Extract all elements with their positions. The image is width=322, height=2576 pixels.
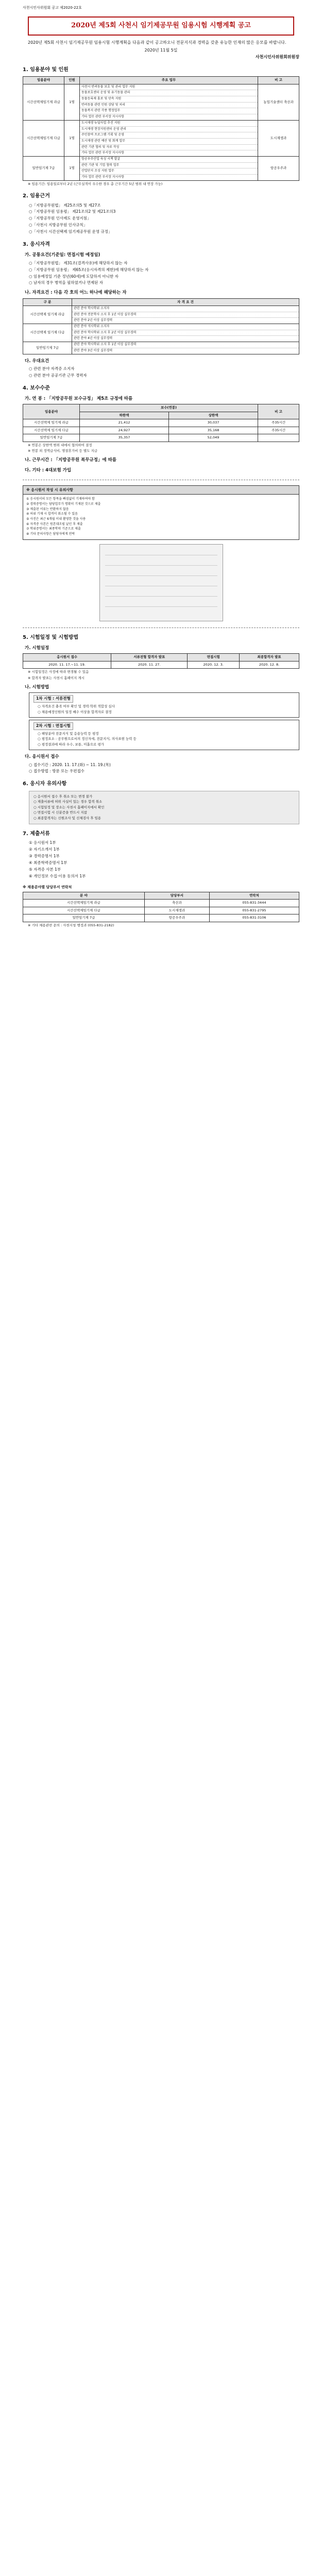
qualification-item: 관련 분야 4년 이상 실무경력	[74, 336, 113, 341]
salary-note-line: ※ 연봉 외 정액급식비, 명절휴가비 등 별도 지급	[28, 448, 97, 453]
salary-high: 30,037	[169, 419, 258, 427]
document-item: ⑤ 자격증 사본 1부	[29, 867, 61, 872]
qualification-item: 관련 분야 3년 이상 실무경력	[74, 348, 113, 352]
salary-high: 35,168	[169, 427, 258, 434]
col-header-count: 인원	[64, 77, 80, 84]
salary-table	[23, 404, 299, 442]
exam-step-line: ○ 채용예정인원의 일정 배수 이상을 합격자로 결정	[38, 709, 112, 714]
salary-note	[258, 434, 299, 442]
notice-item: ⑤ 사진은 최근 6개월 이내 촬영한 것을 사용	[26, 517, 86, 521]
position-count: 1명	[64, 120, 80, 156]
col-header-apply: 응시원서 접수	[23, 654, 111, 661]
legal-basis-item: ○「지방공무원 임용령」 제21조의2 및 제21조의3	[29, 209, 116, 214]
legal-basis-item: ○「사천시 지방공무원 인사규칙」	[29, 223, 88, 228]
announcement-number: 사천시인사위원회 공고 제2020-22호	[23, 6, 82, 10]
position-note: 도시재생과	[258, 120, 299, 156]
schedule-apply: 2020. 11. 17.~11. 19.	[23, 661, 111, 668]
col-header-note: 비 고	[258, 77, 299, 84]
salary-field: 시간선택제 임기제 라급	[23, 419, 80, 427]
exam-step-line: ○ 평정결과에 따라 우수, 보통, 미흡으로 평가	[38, 742, 104, 747]
col-header-field: 임용분야	[23, 404, 80, 419]
qualification-item: 관련 분야 2년 이상 실무경력	[74, 318, 113, 323]
contact-dept: 항공우주과	[144, 914, 209, 922]
col-header-tel: 연락처	[209, 892, 299, 899]
contact-field: 일반임기제 7급	[23, 914, 145, 922]
section-2-title: 2. 임용근거	[23, 193, 50, 199]
caution-item: ○ 면접시험 시 신분증을 반드시 지참	[33, 810, 87, 815]
other-benefits-title: 다. 기타 : 4대보험 가입	[25, 467, 72, 473]
legal-basis-item: ○「지방공무원 인사제도 운영지침」	[29, 216, 91, 221]
caution-box	[29, 791, 299, 824]
duty-item: 도시재생 현장지원센터 운영 관리	[80, 127, 258, 133]
caution-item: ○ 제출서류에 허위 사실이 있는 경우 합격 취소	[33, 800, 103, 804]
notice-item: ⑧ 기타 문의사항은 담당자에게 연락	[26, 532, 75, 536]
exam-step-line: ○ 평정요소 : 공무원으로서의 정신자세, 전문지식, 의사표현 능력 등	[38, 737, 137, 741]
qualification-item: 관련 분야 석사학위 소지자	[72, 324, 299, 330]
duty-item: 기타 업무 관련 부서장 지시사항	[81, 151, 124, 155]
schedule-title: 가. 시험일정	[25, 646, 49, 651]
col-header-kind: 구 분	[23, 298, 72, 306]
table-row	[23, 419, 299, 427]
qualification-item: 관련 분야 전문학사 소지 후 1년 이상 실무경력	[72, 312, 299, 318]
application-notice-box	[23, 485, 299, 540]
duty-item: 기타 업무 관련 부서장 지시사항	[81, 175, 124, 179]
preference-item: ○ 관련 분야 자격증 소지자	[29, 366, 75, 371]
announcement-date: 2020년 11월 5일	[144, 47, 178, 53]
section-5-title: 5. 시험일정 및 시험방법	[23, 634, 79, 640]
qualification-reqs	[72, 306, 299, 324]
intro-text: 2020년 제5회 사천시 임기제공무원 임용시험 시행계획을 다음과 같이 공고하오니 전문지식과 경력을 갖춘 유능한 인재의 많은 응모를 바랍니다.	[28, 40, 286, 45]
exam-step-2-title: 2차 시험 : 면접시험	[33, 722, 73, 730]
col-header-high: 상한액	[169, 412, 258, 419]
requirement-item: ○「지방공무원법」 제31조(결격사유)에 해당하지 않는 자	[29, 260, 128, 265]
qualification-item: 관련 분야 학사학위 소지 후 2년 이상 실무경력	[72, 330, 299, 336]
schedule-final-result: 2020. 12. 8.	[240, 661, 299, 668]
caution-item: ○ 시험일정 및 장소는 사천시 홈페이지에서 확인	[33, 805, 105, 809]
section-1-footnote: ※ 임용기간: 임용일로부터 2년 (근무실적이 우수한 경우 총 근무기간 5년 범위 내 연장 가능)	[28, 181, 163, 186]
salary-field: 일반임기제 7급	[23, 434, 80, 442]
salary-note: 주35시간	[258, 427, 299, 434]
qualification-item: 관련 분야 학사학위 소지자	[72, 306, 299, 312]
section-6-title: 6. 응시자 유의사항	[23, 781, 67, 787]
preference-title: 다. 우대요건	[25, 358, 49, 364]
qualification-reqs	[72, 342, 299, 354]
contact-field: 시간선택제임기제 다급	[23, 907, 145, 914]
col-header-final-result: 최종합격자 발표	[240, 654, 299, 661]
col-header-doc-result: 서류전형 합격자 발표	[111, 654, 188, 661]
col-header-reqs: 자 격 요 건	[72, 298, 299, 306]
requirement-item: ○ 임용예정일 기준 정년(60세)에 도달하지 아니한 자	[29, 274, 118, 279]
duty-item: 관련 기관 협의 및 자료 작성	[80, 145, 258, 151]
qualification-kind: 일반임기제 7급	[23, 342, 72, 354]
exam-step-1	[29, 692, 299, 718]
col-header-salary: 보수(연봉)	[80, 404, 258, 412]
table-row	[23, 324, 299, 342]
legal-basis-item: ○「사천시 시간선택제 임기제공무원 운영 규정」	[29, 229, 112, 234]
exam-step-line: ○ 자격요건 충족 여부 확인 및 경력·학위 적합성 심사	[38, 704, 115, 709]
salary-title: 가. 연 봉 : 「지방공무원 보수규정」 제5조 규정에 따름	[25, 396, 133, 402]
notice-item: ④ 허위 기재 시 합격이 취소될 수 있음	[26, 512, 78, 516]
section-7-title: 7. 제출서류	[23, 831, 50, 837]
notice-item: ⑦ 학위증명서는 최종학력 기준으로 제출	[26, 527, 81, 531]
qualification-kind: 시간선택제 임기제 다급	[23, 324, 72, 342]
announcement-page	[0, 0, 322, 950]
position-duties	[80, 120, 258, 156]
duty-item: 반려동물 관련 민원 상담 및 처리	[80, 103, 258, 109]
section-1-title: 1. 임용분야 및 인원	[23, 66, 69, 73]
contact-table	[23, 892, 299, 922]
schedule-note: ※ 시험일정은 사정에 따라 변경될 수 있음	[28, 670, 89, 674]
document-item: ② 자기소개서 1부	[29, 847, 60, 852]
table-row	[23, 306, 299, 324]
salary-low: 21,412	[80, 419, 169, 427]
position-note: 농업기술센터 축산과	[258, 84, 299, 120]
document-item: ⑥ 개인정보 수집·이용 동의서 1부	[29, 873, 86, 878]
table-row	[23, 156, 299, 180]
exam-step-1-title: 1차 시험 : 서류전형	[33, 695, 73, 703]
notice-item: ① 응시원서의 모든 항목을 빠짐없이 기재하여야 함	[26, 497, 95, 501]
positions-table	[23, 76, 299, 180]
duty-item: 동물복지 관련 각종 행정업무	[80, 108, 258, 114]
table-row	[23, 914, 299, 922]
schedule-interview: 2020. 12. 3.	[188, 661, 240, 668]
salary-note-line: ※ 연봉은 상한액 범위 내에서 협의하여 결정	[28, 443, 92, 447]
legal-basis-item: ○「지방공무원법」 제25조의5 및 제27조	[29, 202, 101, 208]
contact-dept: 축산과	[144, 900, 209, 907]
table-row	[23, 427, 299, 434]
contact-field: 시간선택제임기제 라급	[23, 900, 145, 907]
col-header-low: 하한액	[80, 412, 169, 419]
caution-item: ○ 최종합격자는 신원조사 및 신체검사 후 임용	[33, 816, 101, 820]
exam-method-title: 나. 시험방법	[25, 685, 49, 690]
table-row	[23, 900, 299, 907]
duty-item: 사천시 반려동물 보호 및 관리 업무 지원	[80, 84, 258, 91]
duty-item: 도시재생 뉴딜사업 추진 지원	[80, 121, 258, 127]
contact-tel: 055-831-3444	[209, 900, 299, 907]
schedule-doc-result: 2020. 11. 27.	[111, 661, 188, 668]
exam-step-line: ○ 해당분야 전문지식 및 응용능력 등 평정	[38, 732, 99, 736]
table-row	[23, 661, 299, 668]
duty-item: 산업단지 조성 지원 업무	[80, 168, 258, 175]
document-item: ① 응시원서 1부	[29, 840, 56, 845]
salary-low: 24,927	[80, 427, 169, 434]
table-row	[23, 907, 299, 914]
contact-title: ※ 채용분야별 담당부서 연락처	[23, 885, 72, 889]
table-row	[23, 434, 299, 442]
application-item: ○ 접수방법 : 방문 또는 우편접수	[29, 769, 84, 774]
notice-item: ⑥ 자격증 사본은 원본대조필 날인 후 제출	[26, 522, 83, 526]
document-item: ③ 경력증명서 1부	[29, 854, 60, 859]
schedule-table	[23, 653, 299, 669]
duty-item: 도시재생 관련 예산 및 회계 업무	[80, 139, 258, 145]
position-field: 일반임기제 7급	[23, 156, 64, 180]
application-notice-title: ※ 응시원서 작성 시 유의사항	[23, 486, 299, 495]
position-field: 시간선택제임기제 다급	[23, 120, 64, 156]
work-hours-title: 나. 근무시간 : 「지방공무원 복무규정」에 따름	[25, 457, 117, 463]
common-requirements-title: 가. 공통요건(기준일: 면접시험 예정일)	[25, 252, 100, 258]
position-field: 시간선택제임기제 라급	[23, 84, 64, 120]
qualification-kind: 시간선택제 임기제 라급	[23, 306, 72, 324]
contact-tel: 055-831-2795	[209, 907, 299, 914]
col-header-duties: 주요 업무	[80, 77, 258, 84]
salary-high: 52,049	[169, 434, 258, 442]
table-row	[23, 84, 299, 120]
position-duties	[80, 84, 258, 120]
duty-item: 동물등록제 홍보 및 단속 지원	[80, 96, 258, 103]
qualification-item: 관련 분야 학사학위 소지 후 1년 이상 실무경력	[72, 342, 299, 348]
position-count: 1명	[64, 84, 80, 120]
contact-tel: 055-831-3106	[209, 914, 299, 922]
document-item: ④ 최종학력증명서 1부	[29, 860, 67, 866]
table-row	[23, 342, 299, 354]
contact-dept: 도시재생과	[144, 907, 209, 914]
position-note: 항공우주과	[258, 156, 299, 180]
salary-low: 35,357	[80, 434, 169, 442]
exam-step-2	[29, 720, 299, 750]
announcement-title: 2020년 제5회 사천시 임기제공무원 임용시험 시행계획 공고	[28, 16, 294, 36]
notice-item: ② 경력증명서는 담당업무가 명확히 기재된 것으로 제출	[26, 502, 101, 506]
qualification-title: 나. 자격요건 : 다음 각 호의 어느 하나에 해당하는 자	[25, 290, 127, 296]
col-header-note: 비 고	[258, 404, 299, 419]
contact-note: ※ 기타 채용관련 문의 : 사천시청 행정과 (055-831-2182)	[28, 923, 114, 927]
col-header-field: 분 야	[23, 892, 145, 899]
preference-item: ○ 관련 분야 공공기관 근무 경력자	[29, 372, 87, 378]
duty-item: 동물보호센터 운영 및 유기동물 관리	[80, 90, 258, 96]
col-header-interview: 면접시험	[188, 654, 240, 661]
application-item: ○ 접수기간 : 2020. 11. 17.(화) ~ 11. 19.(목)	[29, 762, 111, 767]
salary-field: 시간선택제 임기제 다급	[23, 427, 80, 434]
section-4-title: 4. 보수수준	[23, 385, 50, 391]
requirement-item: ○ 남자의 경우 병역을 필하였거나 면제된 자	[29, 280, 104, 285]
table-row	[23, 120, 299, 156]
col-header-dept: 담당부서	[144, 892, 209, 899]
position-count: 1명	[64, 156, 80, 180]
duty-item: 관련 기관 및 기업 협력 업무	[80, 163, 258, 169]
notice-item: ③ 제출된 서류는 반환하지 않음	[26, 507, 69, 511]
schedule-note: ※ 합격자 발표는 사천시 홈페이지 게시	[28, 675, 84, 680]
requirement-item: ○「지방공무원 임용령」 제65조(응시자격의 제한)에 해당하지 않는 자	[29, 267, 149, 272]
duty-item: 기타 업무 관련 부서장 지시사항	[81, 115, 124, 119]
caution-item: ○ 응시원서 접수 후 취소 또는 변경 불가	[33, 794, 93, 799]
form-sample-image	[99, 544, 223, 621]
col-header-field: 임용분야	[23, 77, 64, 84]
position-duties	[80, 156, 258, 180]
qualification-reqs	[72, 324, 299, 342]
application-title: 다. 응시원서 접수	[25, 754, 59, 760]
duty-item: 항공우주산업 육성 시책 발굴	[80, 157, 258, 163]
section-3-title: 3. 응시자격	[23, 241, 50, 247]
salary-note: 주35시간	[258, 419, 299, 427]
qualification-table	[23, 298, 299, 354]
duty-item: 주민참여 프로그램 기획 및 운영	[80, 132, 258, 139]
issuing-agency: 사천시인사위원회위원장	[255, 55, 299, 60]
